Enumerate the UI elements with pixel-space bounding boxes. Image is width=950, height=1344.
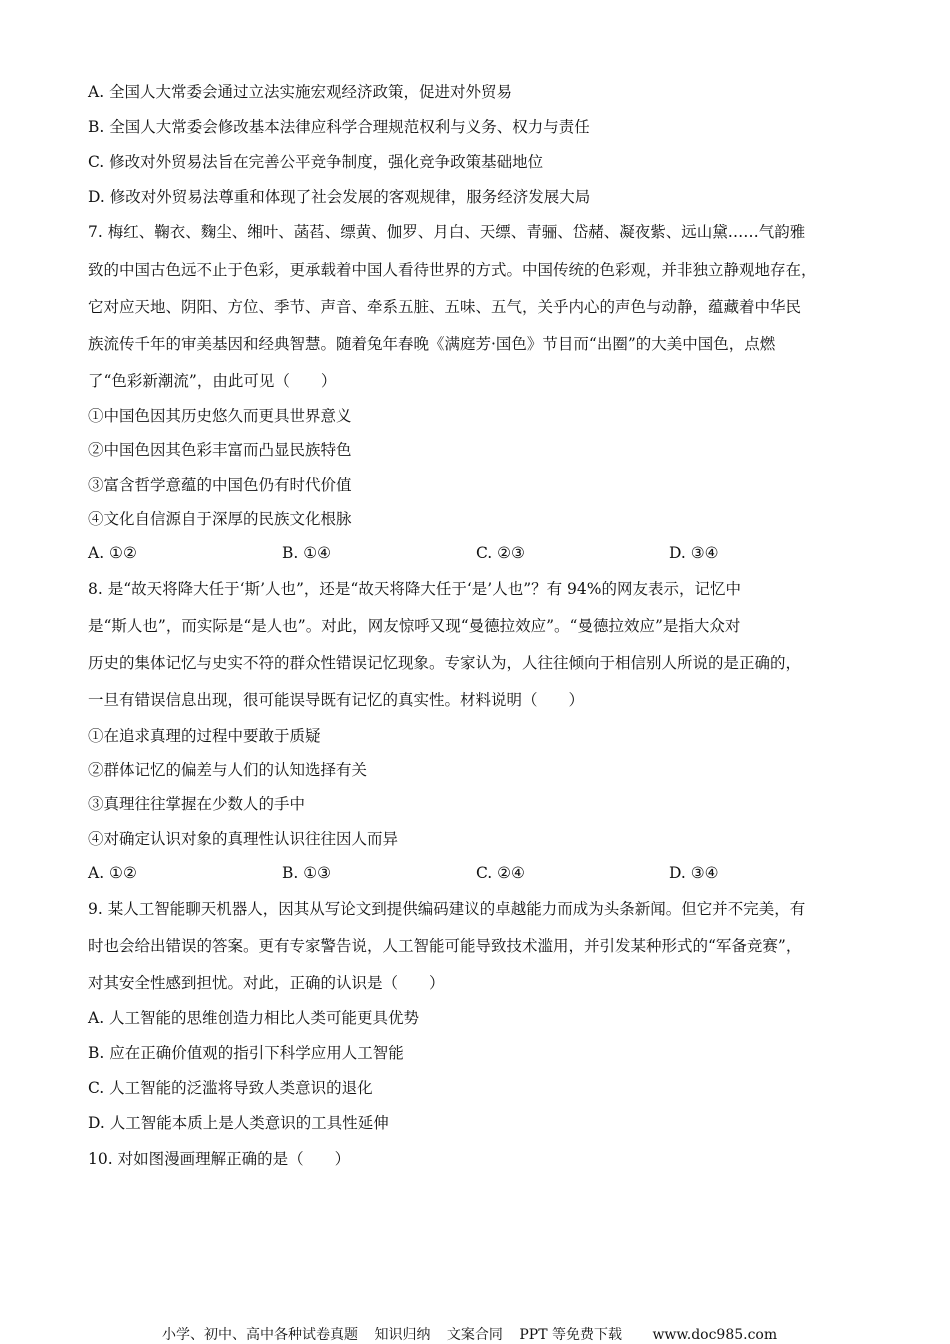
question-10-stem: 10. 对如图漫画理解正确的是（ ）	[88, 1150, 351, 1168]
stem-line: 7. 梅红、鞠衣、麴尘、缃叶、菡萏、缥黄、伽罗、月白、天缥、青骊、岱赭、凝夜紫、远山黛……气韵雅	[88, 223, 806, 241]
stem-line: 致的中国古色远不止于色彩，更承载着中国人看待世界的方式。中国传统的色彩观，并非独立静观地存在，	[88, 261, 817, 279]
stem-line: 了“色彩新潮流”，由此可见（ ）	[88, 372, 337, 390]
stem-line: 8. 是“故天将降大任于‘斯’人也”，还是“故天将降大任于‘是’人也”？有 94%的网友表示，记忆中	[88, 580, 742, 598]
statement: ④文化自信源自于深厚的民族文化根脉	[88, 510, 352, 528]
option-b: B. 全国人大常委会修改基本法律应科学合理规范权利与义务、权力与责任	[88, 118, 590, 136]
stem-line: 对其安全性感到担忧。对此，正确的认识是（ ）	[88, 974, 445, 992]
statement: ①中国色因其历史悠久而更具世界意义	[88, 407, 352, 425]
statement: ①在追求真理的过程中要敢于质疑	[88, 727, 321, 745]
choice-b: B. ①③	[282, 864, 332, 882]
statement: ②中国色因其色彩丰富而凸显民族特色	[88, 441, 352, 459]
statement: ④对确定认识对象的真理性认识往往因人而异	[88, 830, 399, 848]
footer-slogan: 文案合同	[446, 1327, 503, 1343]
stem-line: 历史的集体记忆与史实不符的群众性错误记忆现象。专家认为，人往往倾向于相信别人所说的是正确的，	[88, 654, 802, 672]
statement: ②群体记忆的偏差与人们的认知选择有关	[88, 761, 368, 779]
option-c: C. 人工智能的泛滥将导致人类意识的退化	[88, 1079, 373, 1097]
option-b: B. 应在正确价值观的指引下科学应用人工智能	[88, 1044, 404, 1062]
option-a: A. 全国人大常委会通过立法实施宏观经济政策，促进对外贸易	[88, 83, 513, 101]
footer-slogan: 小学、初中、高中各种试卷真题	[162, 1327, 358, 1343]
option-a: A. 人工智能的思维创造力相比人类可能更具优势	[88, 1009, 420, 1027]
choice-c: C. ②③	[476, 544, 525, 562]
stem-line: 它对应天地、阴阳、方位、季节、声音、牵系五脏、五味、五气，关乎内心的声色与动静，蕴藏着中华民	[88, 298, 802, 316]
page-footer	[162, 1324, 789, 1344]
footer-slogan: PPT 等免费下载	[519, 1327, 622, 1343]
statement: ③真理往往掌握在少数人的手中	[88, 795, 306, 813]
stem-line: 一旦有错误信息出现，很可能误导既有记忆的真实性。材料说明（ ）	[88, 691, 585, 709]
choice-b: B. ①④	[282, 544, 332, 562]
stem-line: 9. 某人工智能聊天机器人，因其从写论文到提供编码建议的卓越能力而成为头条新闻。但它并不完美，有	[88, 900, 806, 918]
option-d: D. 人工智能本质上是人类意识的工具性延伸	[88, 1114, 389, 1132]
stem-line: 时也会给出错误的答案。更有专家警告说，人工智能可能导致技术滥用，并引发某种形式的“军备竞赛”，	[88, 937, 802, 955]
option-c: C. 修改对外贸易法旨在完善公平竞争制度，强化竞争政策基础地位	[88, 153, 544, 171]
footer-site-link[interactable]: www.doc985.com	[652, 1327, 778, 1343]
statement: ③富含哲学意蕴的中国色仍有时代价值	[88, 476, 352, 494]
stem-line: 族流传千年的审美基因和经典智慧。随着兔年春晚《满庭芳·国色》节目而“出圈”的大美中国色，点燃	[88, 335, 776, 353]
choice-d: D. ③④	[669, 864, 719, 882]
stem-line: 是“斯人也”，而实际是“是人也”。对此，网友惊呼又现“曼德拉效应”。“曼德拉效应”是指大众对	[88, 617, 741, 635]
choice-c: C. ②④	[476, 864, 525, 882]
choice-d: D. ③④	[669, 544, 719, 562]
choice-a: A. ①②	[88, 544, 137, 562]
choice-a: A. ①②	[88, 864, 137, 882]
footer-slogan: 知识归纳	[374, 1327, 431, 1343]
option-d: D. 修改对外贸易法尊重和体现了社会发展的客观规律，服务经济发展大局	[88, 188, 591, 206]
